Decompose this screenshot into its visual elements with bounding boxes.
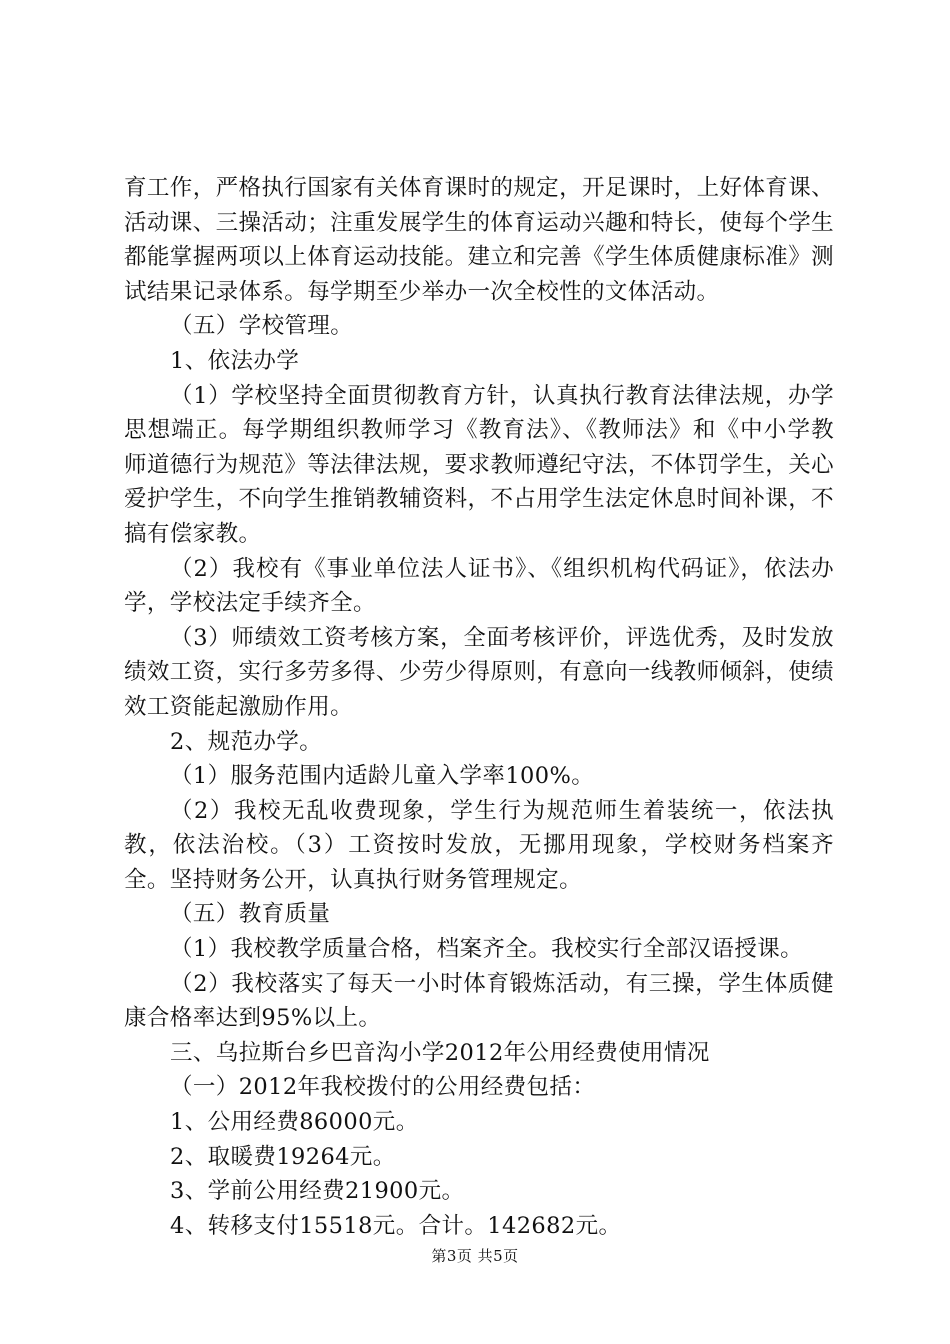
heading-education-quality: （五）教育质量: [170, 901, 331, 928]
list-item-preschool-funds: 3、学前公用经费21900元。: [170, 1178, 465, 1205]
paragraph-standard-2: （2）我校无乱收费现象，学生行为规范师生着装统一，依法执教，依法治校。（3）工资按时发放，无挪用现象，学校财务档案齐全。坚持财务公开，认真执行财务管理规定。: [124, 797, 834, 893]
document-body: [124, 171, 834, 1243]
paragraph-pe-work: 育工作，严格执行国家有关体育课时的规定，开足课时，上好体育课、活动课、三操活动；注重发展学生的体育运动兴趣和特长，使每个学生都能掌握两项以上体育运动技能。建立和完善《学生体质健康标准》测试结果记录体系。每学期至少举办一次全校性的文体活动。: [124, 175, 834, 305]
paragraph-law-1: （1）学校坚持全面贯彻教育方针，认真执行教育法律法规，办学思想端正。每学期组织教师学习《教育法》、《教师法》和《中小学教师道德行为规范》等法律法规，要求教师遵纪守法，不体罚学生，关心爱护学生，不向学生推销教辅资料，不占用学生法定休息时间补课，不搞有偿家教。: [124, 382, 834, 547]
paragraph-quality-2: （2）我校落实了每天一小时体育锻炼活动，有三操，学生体质健康合格率达到95%以上。: [124, 970, 834, 1032]
page-number-label: 第3页 共5页: [431, 1247, 519, 1265]
heading-school-management: （五）学校管理。: [170, 313, 354, 340]
paragraph-quality-1: （1）我校教学质量合格，档案齐全。我校实行全部汉语授课。: [170, 936, 804, 963]
list-item-transfer-payment: 4、转移支付15518元。合计。142682元。: [170, 1212, 622, 1239]
paragraph-law-3: （3）师绩效工资考核方案，全面考核评价，评选优秀，及时发放绩效工资，实行多劳多得、少劳少得原则，有意向一线教师倾斜，使绩效工资能起激励作用。: [124, 624, 834, 720]
subheading-law-based-running: 1、依法办学: [170, 347, 300, 374]
page-footer: [0, 1246, 950, 1266]
paragraph-law-2: （2）我校有《事业单位法人证书》、《组织机构代码证》，依法办学，学校法定手续齐全。: [124, 555, 834, 617]
list-item-public-funds: 1、公用经费86000元。: [170, 1109, 419, 1136]
subheading-funds-allocated: （一）2012年我校拨付的公用经费包括：: [170, 1074, 596, 1101]
paragraph-standard-1: （1）服务范围内适龄儿童入学率100%。: [170, 763, 595, 790]
list-item-heating-fee: 2、取暖费19264元。: [170, 1143, 396, 1170]
heading-public-funds: 三、乌拉斯台乡巴音沟小学2012年公用经费使用情况: [170, 1039, 710, 1066]
subheading-standard-running: 2、规范办学。: [170, 728, 323, 755]
